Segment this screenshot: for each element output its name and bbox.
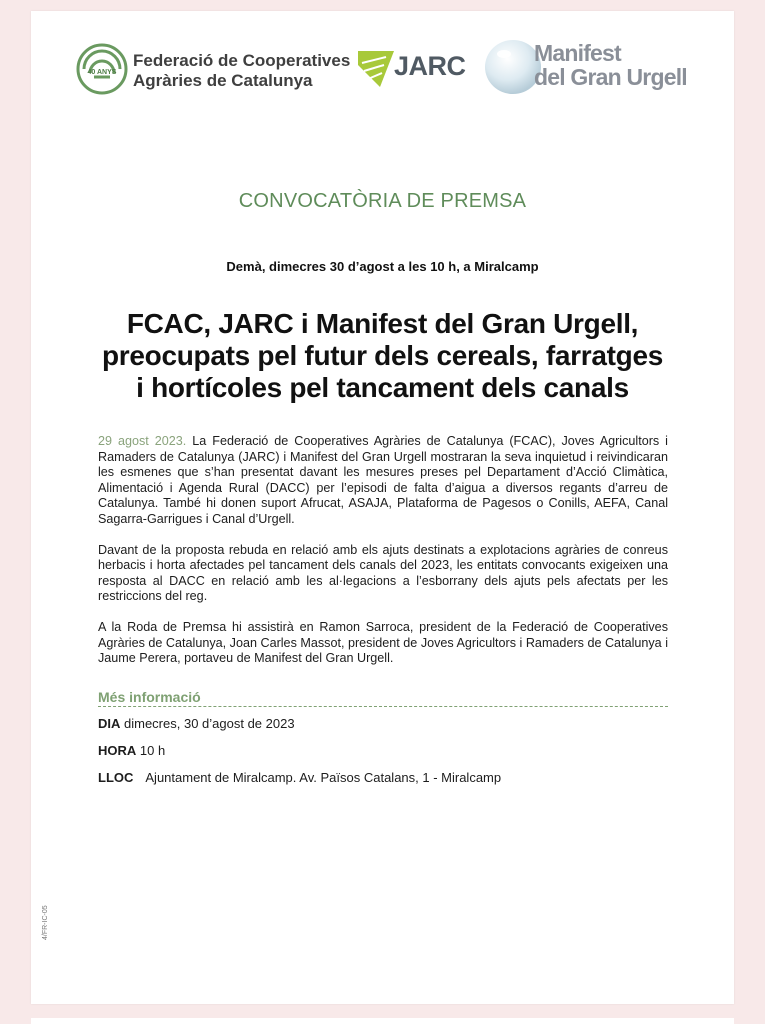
- info-row-time: [98, 743, 165, 758]
- fcac-logo: [76, 43, 351, 99]
- fcac-circle-icon: [76, 43, 128, 95]
- fcac-badge: 40 ANYS: [87, 69, 117, 76]
- press-date: 29 agost 2023.: [98, 434, 187, 448]
- headline-line2: preocupats pel futur dels cereals, farratges: [101, 340, 663, 371]
- jarc-logo: [356, 45, 466, 91]
- headline: [60, 308, 705, 404]
- form-code: 4/FR-IC-05: [42, 905, 49, 940]
- headline-line1: FCAC, JARC i Manifest del Gran Urgell,: [126, 308, 639, 339]
- info-row-place: [98, 770, 501, 785]
- time-label: HORA: [98, 743, 137, 758]
- manifest-name-line2: del Gran Urgell: [534, 64, 687, 90]
- press-call-title: CONVOCATÒRIA DE PREMSA: [238, 190, 527, 212]
- manifest-name-line1: Manifest: [534, 40, 621, 66]
- jarc-name: JARC: [394, 51, 466, 81]
- time-value: 10 h: [136, 743, 166, 758]
- fcac-name-line2: Agràries de Catalunya: [133, 71, 313, 90]
- fcac-name-line1: Federació de Cooperatives: [133, 51, 351, 70]
- manifest-name: [534, 41, 687, 89]
- paragraph-1-text: La Federació de Cooperatives Agràries de Catalunya (FCAC), Joves Agricultors i Ramaders de Catalunya (JARC) i Manifest del Gran Urgell mostraran la seva inquietud i reivindicaran les esmenes que s’han presentat davant les mesures preses pel Departament d’Acció Climàtica, Alimentació i Agenda Rural (DACC) per l’episodi de falta d’aigua a diversos regants d’arreu de Catalunya. També hi donen suport Afrucat, ASAJA, Plataforma de Pagesos o Conills, AEFA, Canal Sagarra-Garrigues i Canal d’Urgell.: [98, 434, 668, 526]
- manifest-logo: [482, 34, 697, 96]
- headline-line3: i hortícoles pel tancament dels canals: [136, 372, 629, 403]
- more-info-heading: Més informació: [98, 689, 201, 705]
- paragraph-3: A la Roda de Premsa hi assistirà en Ramon Sarroca, president de la Federació de Cooperatives Agràries de Catalunya, Joan Carles Massot, president de Joves Agricultors i Ramaders de Catalunya i Jaume Perera, portaveu de Manifest del Gran Urgell.: [98, 620, 668, 665]
- dateline: Demà, dimecres 30 d’agost a les 10 h, a Miralcamp: [226, 259, 539, 274]
- paragraph-2: Davant de la proposta rebuda en relació amb els ajuts destinats a explotacions agràries de conreus herbacis i horta afectades pel tancament dels canals del 2023, les entitats convocants exigeixen una resposta al DACC en relació amb les al·legacions a l’esborrany dels ajuts pels afectats per les restriccions del reg.: [98, 542, 668, 603]
- place-value: Ajuntament de Miralcamp. Av. Països Catalans, 1 - Miralcamp: [145, 770, 502, 785]
- place-label: LLOC: [98, 770, 134, 785]
- body-text: [98, 434, 668, 682]
- fcac-name: [133, 51, 350, 91]
- day-label: DIA: [98, 716, 121, 731]
- jarc-leaf-icon: [356, 45, 396, 91]
- paragraph-1: [98, 434, 668, 527]
- day-value: dimecres, 30 d’agost de 2023: [120, 716, 295, 731]
- info-row-day: [98, 716, 295, 731]
- next-page-edge: [31, 1018, 734, 1024]
- more-info-divider: [98, 706, 668, 707]
